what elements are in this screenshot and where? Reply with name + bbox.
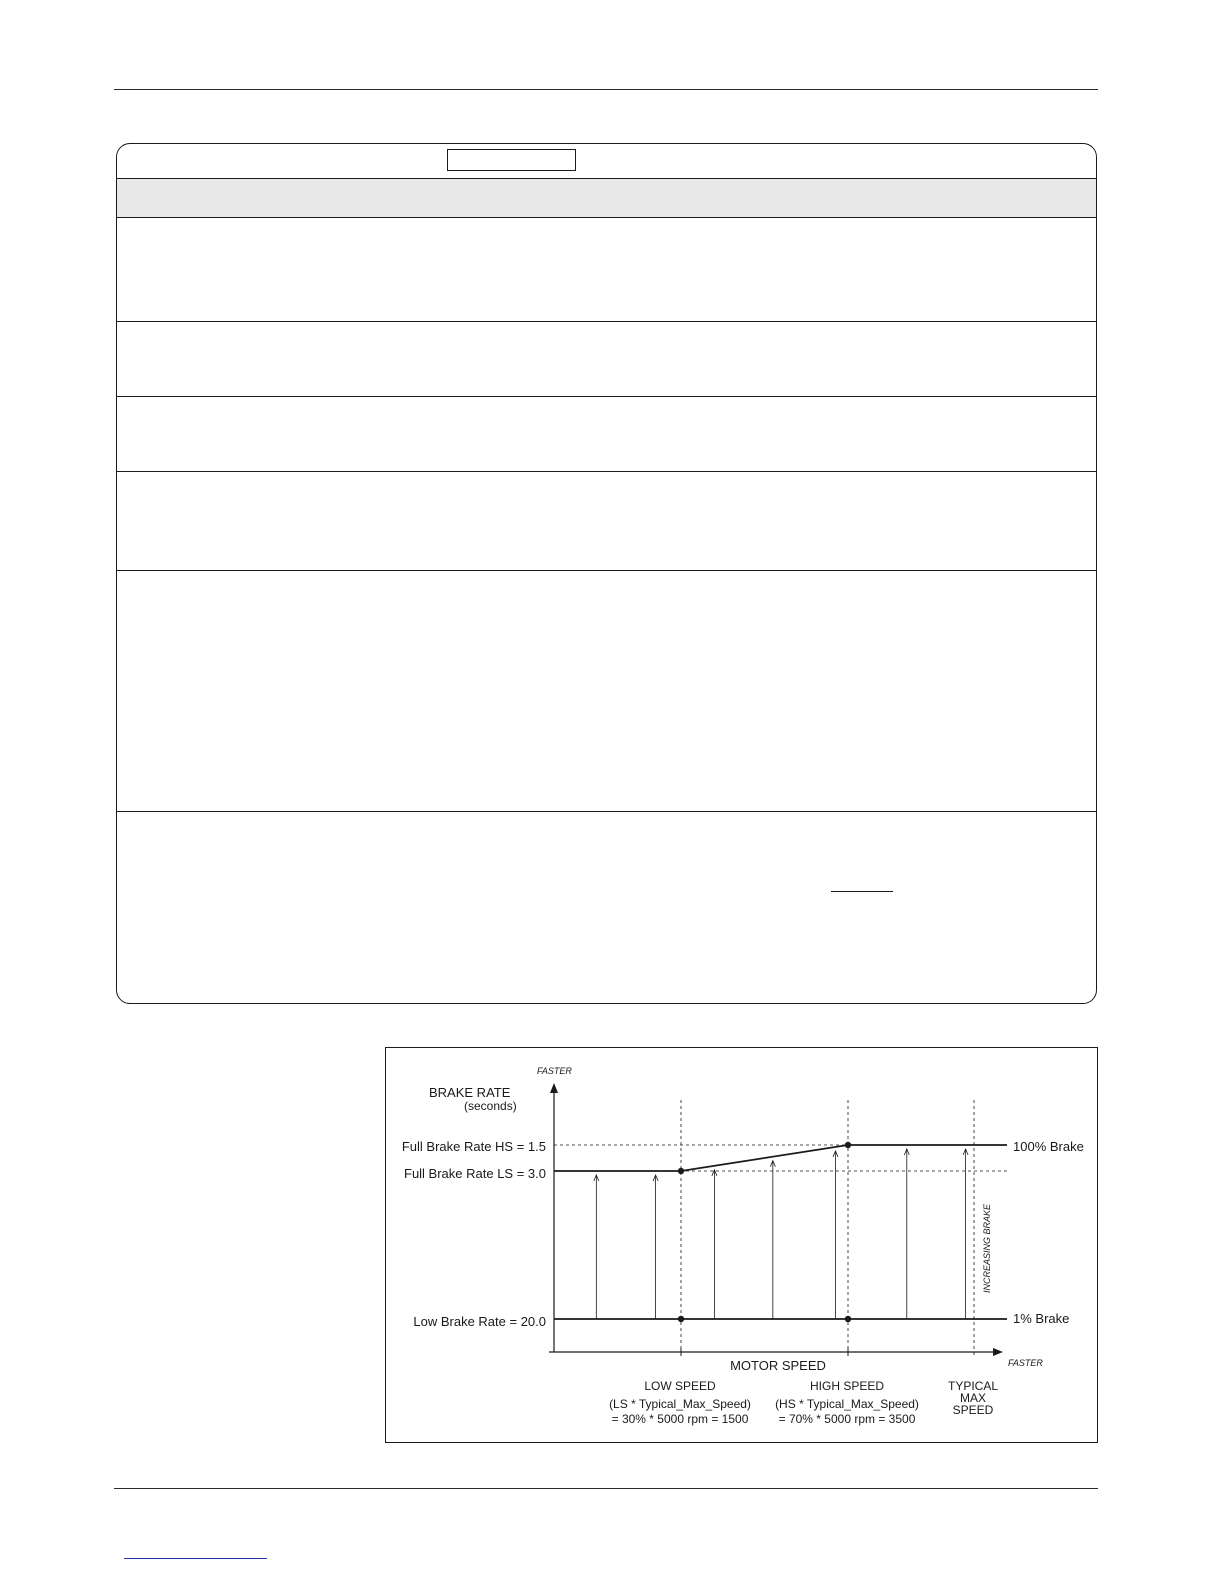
footer-link-underline — [124, 1558, 267, 1559]
high-speed-calc: = 70% * 5000 rpm = 3500 — [778, 1412, 916, 1426]
x-axis-arrow — [993, 1348, 1003, 1356]
brake-rate-chart — [386, 1048, 1099, 1444]
brake-rate-figure — [385, 1047, 1098, 1443]
table-row-divider — [117, 811, 1096, 812]
y-level-label-ls: Full Brake Rate LS = 3.0 — [404, 1166, 546, 1181]
increasing-brake-label: INCREASING BRAKE — [982, 1203, 992, 1293]
breakpoint-dot — [845, 1142, 851, 1148]
y-axis-units: (seconds) — [464, 1099, 517, 1113]
max-speed-line3: SPEED — [952, 1403, 994, 1417]
low-speed-name: LOW SPEED — [644, 1379, 716, 1393]
max-speed-line1: TYPICAL — [947, 1379, 999, 1393]
low-rate-dot — [678, 1316, 684, 1322]
series-points — [678, 1142, 851, 1322]
series-line-100-brake — [554, 1145, 1007, 1171]
x-direction-label: FASTER — [1008, 1358, 1043, 1368]
high-speed-name: HIGH SPEED — [809, 1379, 885, 1393]
header-rule — [114, 89, 1098, 90]
breakpoint-dot — [678, 1168, 684, 1174]
brake-arrows — [594, 1149, 968, 1319]
y-level-label-low: Low Brake Rate = 20.0 — [413, 1314, 546, 1329]
series-label-1: 1% Brake — [1013, 1311, 1070, 1326]
y-axis-title: BRAKE RATE — [429, 1085, 511, 1100]
x-axis-title: MOTOR SPEED — [730, 1358, 826, 1373]
low-speed-calc: = 30% * 5000 rpm = 1500 — [611, 1412, 749, 1426]
max-speed-line2: MAX — [959, 1391, 987, 1405]
y-axis-arrow — [550, 1083, 558, 1093]
y-direction-label: FASTER — [537, 1066, 572, 1076]
low-speed-formula: (LS * Typical_Max_Speed) — [609, 1397, 751, 1411]
parameter-table — [116, 143, 1097, 1004]
table-header-band — [117, 178, 1096, 218]
table-tab-label — [447, 149, 576, 171]
footer-rule — [114, 1488, 1098, 1489]
table-row-divider — [117, 396, 1096, 397]
table-row-divider — [117, 321, 1096, 322]
high-speed-formula: (HS * Typical_Max_Speed) — [775, 1397, 919, 1411]
y-level-label-hs: Full Brake Rate HS = 1.5 — [401, 1139, 546, 1154]
underline-mark — [831, 891, 893, 892]
series-label-100: 100% Brake — [1013, 1139, 1084, 1154]
table-row-divider — [117, 570, 1096, 571]
low-rate-dot — [845, 1316, 851, 1322]
table-row-divider — [117, 471, 1096, 472]
